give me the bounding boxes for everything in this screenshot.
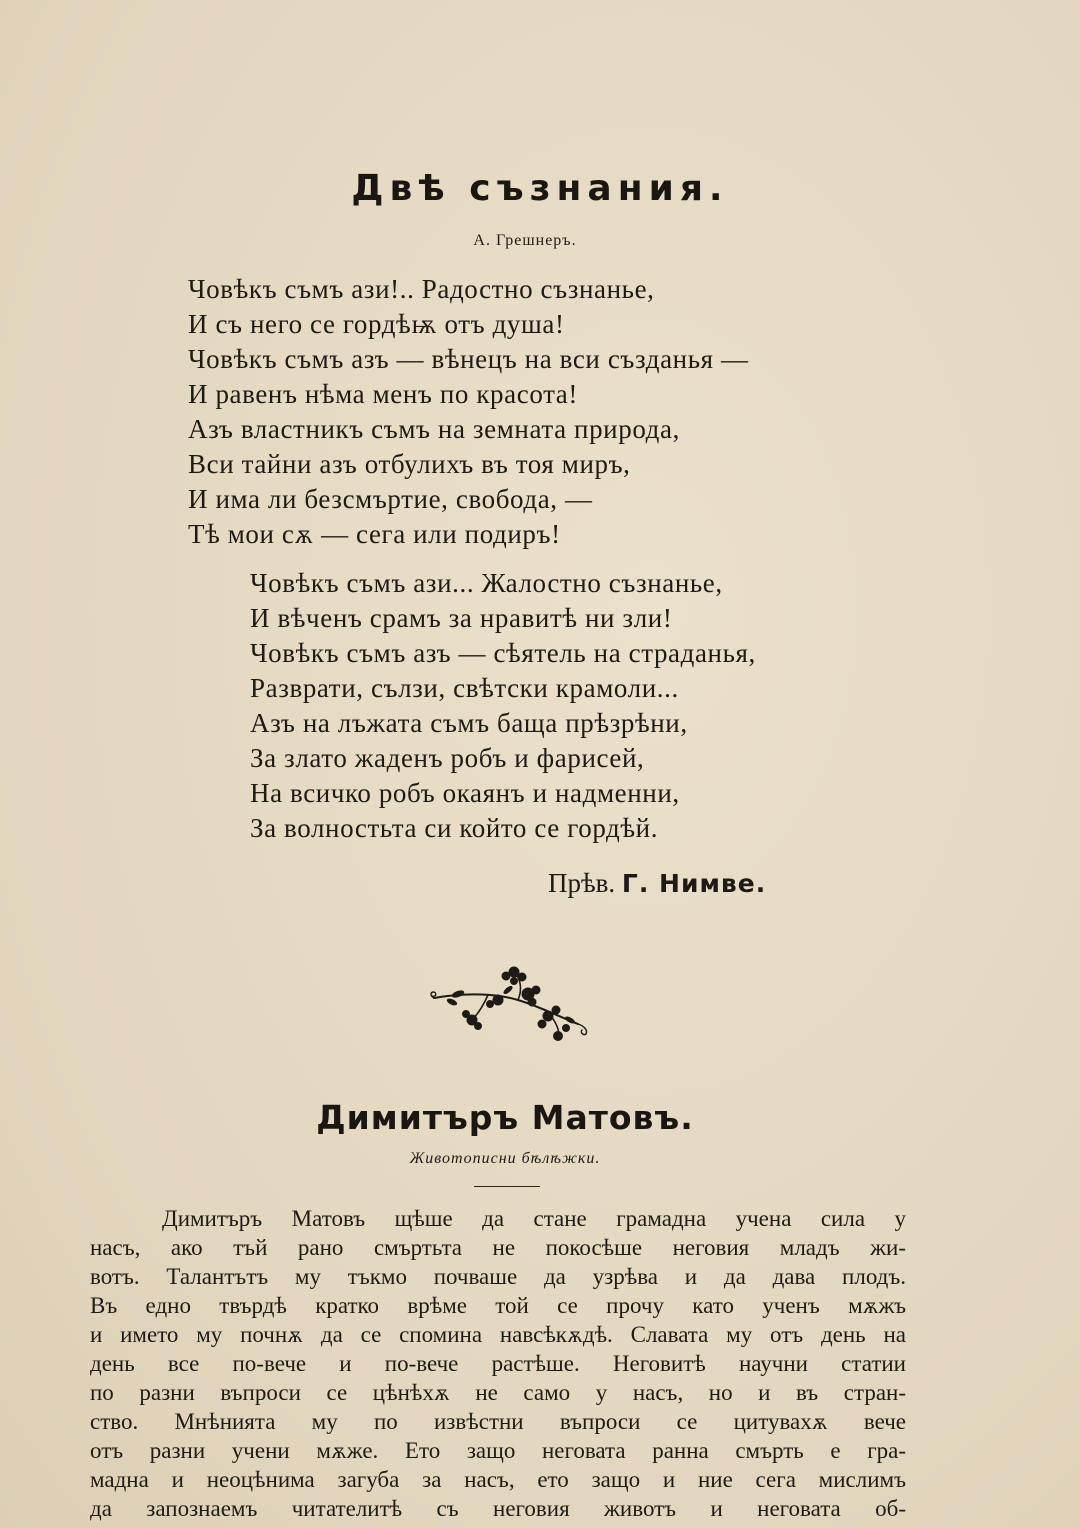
body-line: мадна и неоцѣнима загуба за насъ, ето защо и ние сега мислимъ xyxy=(90,1467,906,1492)
body-line: да запознаемъ читателитѣ съ неговия животъ и неговата об- xyxy=(90,1496,906,1521)
article-subtitle: Животописни бѣлѣжки. xyxy=(409,1150,601,1167)
poem-line: За волностьта си който се гордѣй. xyxy=(250,813,659,843)
body-line: Въ едно твърдѣ кратко врѣме той се прочу като ученъ мѫжъ xyxy=(90,1293,906,1318)
poem-author: А. Грешнеръ. xyxy=(473,232,577,249)
translator-credit xyxy=(548,868,766,899)
poem-stanza-1 xyxy=(188,272,749,552)
poem-line: Вси тайни азъ отбулихъ въ тоя миръ, xyxy=(188,449,631,479)
body-line: ство. Мнѣнията му по извѣстни въпроси се цитувахѫ вече xyxy=(90,1409,906,1434)
body-line: день все по-вече и по-вече растѣше. Неговитѣ научни статии xyxy=(90,1351,906,1376)
body-line: отъ разни учени мѫже. Ето защо неговата ранна смърть е гра- xyxy=(90,1438,906,1463)
poem-line: Разврати, сълзи, свѣтски крамоли... xyxy=(250,673,679,703)
poem-title: Двѣ съзнания. xyxy=(351,168,729,209)
poem-line: Тѣ мои сѫ — сега или подиръ! xyxy=(188,519,561,549)
poem-line: Човѣкъ съмъ ази... Жалостно съзнанье, xyxy=(250,568,723,598)
body-line: вотъ. Талантътъ му тъкмо почваше да узрѣва и да дава плодъ. xyxy=(90,1264,906,1289)
divider-rule xyxy=(474,1186,540,1187)
translator-prefix: Прѣв. xyxy=(548,868,616,898)
poem-line: И вѣченъ срамъ за нравитѣ ни зли! xyxy=(250,603,673,633)
poem-line: И равенъ нѣма менъ по красота! xyxy=(188,379,578,409)
body-line: насъ, ако тъй рано смъртьта не покосѣше неговия младъ жи- xyxy=(90,1235,906,1260)
body-line: и името му почнѫ да се спомина навсѣкѫдѣ. Славата му отъ день на xyxy=(90,1322,906,1347)
body-line: Димитъръ Матовъ щѣше да стане грамадна учена сила у xyxy=(162,1206,906,1231)
poem-line: Човѣкъ съмъ азъ — сѣятель на страданья, xyxy=(250,638,756,668)
body-line: по разни въпроси се цѣнѣхѫ не само у насъ, но и въ стран- xyxy=(90,1380,906,1405)
floral-vignette-ornament xyxy=(428,964,592,1044)
poem-line: И има ли безсмъртие, свобода, — xyxy=(188,484,593,514)
poem-line: Азъ властникъ съмъ на земната природа, xyxy=(188,414,680,444)
poem-stanza-2 xyxy=(250,566,756,846)
poem-line: Човѣкъ съмъ азъ — вѣнецъ на вси създанья — xyxy=(188,344,749,374)
poem-line: За злато жаденъ робъ и фарисей, xyxy=(250,743,645,773)
poem-line: Човѣкъ съмъ ази!.. Радостно съзнанье, xyxy=(188,274,655,304)
article-title: Димитъръ Матовъ. xyxy=(316,1098,694,1137)
article-body xyxy=(90,1204,906,1523)
poem-line: И съ него се гордѣѭ отъ душа! xyxy=(188,309,565,339)
poem-line: Азъ на лъжата съмъ баща прѣзрѣни, xyxy=(250,708,688,738)
translator-name: Г. Нимве. xyxy=(621,869,767,898)
poem-line: На всичко робъ окаянъ и надменни, xyxy=(250,778,680,808)
